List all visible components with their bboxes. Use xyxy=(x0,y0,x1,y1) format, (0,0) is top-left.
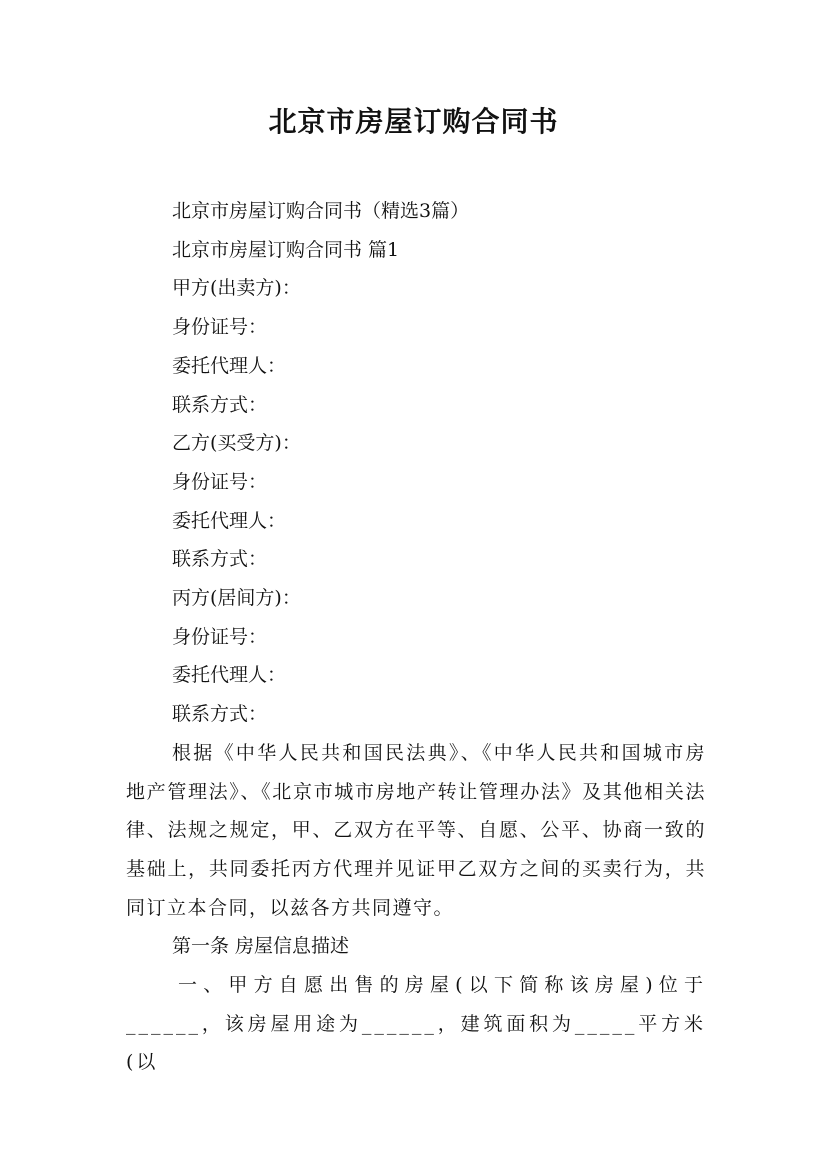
party-a-contact-label: 联系方式： xyxy=(172,393,268,416)
article-1-clause-1: 一、甲方自愿出售的房屋(以下简称该房屋)位于______，该房屋用途为______，建筑面积为_____平方米(以 xyxy=(126,974,706,1074)
party-b-contact-label: 联系方式： xyxy=(172,548,268,571)
party-c-contact-label: 联系方式： xyxy=(172,703,268,726)
party-b-label: 乙方(买受方)： xyxy=(172,432,301,455)
document-title: 北京市房屋订购合同书 xyxy=(268,105,559,138)
document-subtitle: 北京市房屋订购合同书（精选3篇） xyxy=(172,200,470,222)
article-1-heading: 第一条 房屋信息描述 xyxy=(172,935,350,958)
party-c-id-label: 身份证号： xyxy=(172,625,268,648)
party-a-agent-label: 委托代理人： xyxy=(172,354,287,377)
party-b-agent-label: 委托代理人： xyxy=(172,509,287,532)
document-body xyxy=(126,192,706,1082)
section-heading: 北京市房屋订购合同书 篇1 xyxy=(172,238,400,261)
party-c-label: 丙方(居间方)： xyxy=(172,587,301,610)
party-b-id-label: 身份证号： xyxy=(172,470,268,493)
party-c-agent-label: 委托代理人： xyxy=(172,664,287,687)
party-a-id-label: 身份证号： xyxy=(172,316,268,339)
party-a-label: 甲方(出卖方)： xyxy=(172,277,301,300)
preamble-paragraph: 根据《中华人民共和国民法典》、《中华人民共和国城市房地产管理法》、《北京市城市房地产转让管理办法》及其他相关法律、法规之规定，甲、乙双方在平等、自愿、公平、协商一致的基础上，共同委托丙方代理并见证甲乙双方之间的买卖行为，共同订立本合同，以兹各方共同遵守。 xyxy=(126,741,706,919)
